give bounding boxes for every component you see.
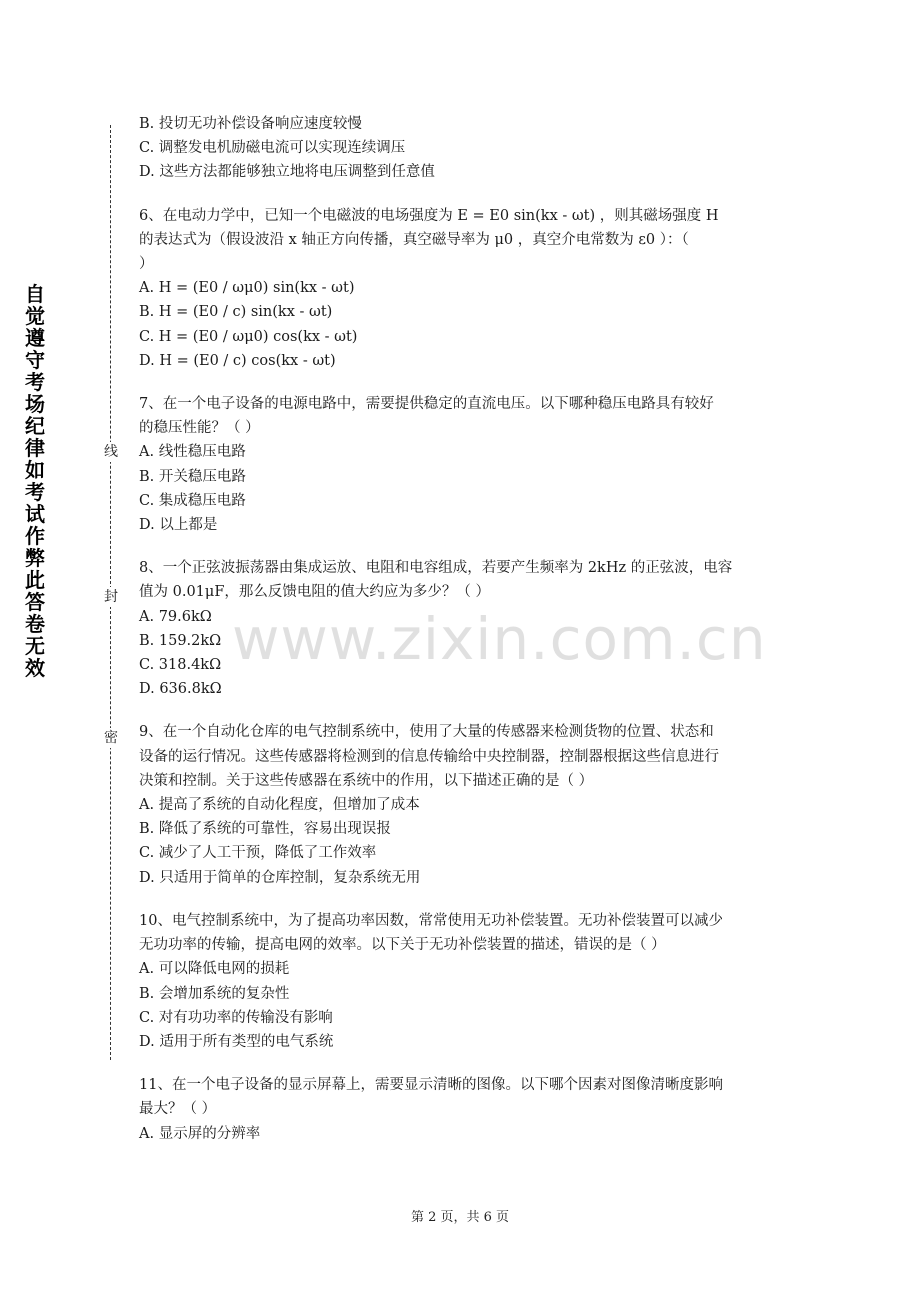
page-footer: 第 2 页，共 6 页 [410, 1210, 510, 1225]
option-line: D. 适用于所有类型的电气系统 [139, 1033, 334, 1050]
question-6 [139, 204, 789, 373]
option-line: C. 调整发电机励磁电流可以实现连续调压 [139, 140, 406, 157]
question-stem: 10、电气控制系统中，为了提高功率因数，常常使用无功补偿装置。无功补偿装置可以减少 [139, 912, 723, 929]
question-stem: 无功功率的传输，提高电网的效率。以下关于无功补偿装置的描述，错误的是（ ） [139, 937, 666, 954]
question-stem: 11、在一个电子设备的显示屏幕上，需要显示清晰的图像。以下哪个因素对图像清晰度影响 [139, 1077, 723, 1094]
exam-discipline-warning: 自觉遵守考场纪律如考试作弊此答卷无效 [25, 282, 45, 680]
prev-question-options [139, 112, 789, 185]
option-line: D. 636.8kΩ [139, 681, 222, 698]
question-stem: 6、在电动力学中，已知一个电磁波的电场强度为 E = E0 sin(kx - ωt) ，则其磁场强度 H [139, 207, 719, 224]
option-line: A. 提高了系统的自动化程度，但增加了成本 [139, 797, 420, 814]
question-stem: 9、在一个自动化仓库的电气控制系统中，使用了大量的传感器来检测货物的位置、状态和 [139, 724, 714, 741]
question-stem: 设备的运行情况。这些传感器将检测到的信息传输给中央控制器，控制器根据这些信息进行 [139, 748, 719, 765]
question-7 [139, 392, 789, 537]
option-line: D. 以上都是 [139, 517, 218, 534]
option-line: C. 减少了人工干预，降低了工作效率 [139, 845, 377, 862]
question-stem: 7、在一个电子设备的电源电路中，需要提供稳定的直流电压。以下哪种稳压电路具有较好 [139, 396, 714, 413]
cut-mark-line: 线 [104, 444, 118, 460]
option-line: A. 可以降低电网的损耗 [139, 961, 290, 978]
option-line: D. 只适用于简单的仓库控制，复杂系统无用 [139, 869, 421, 886]
option-line: B. H = (E0 / c) sin(kx - ωt) [139, 304, 333, 321]
option-line: B. 降低了系统的可靠性，容易出现误报 [139, 821, 391, 838]
option-line: D. H = (E0 / c) cos(kx - ωt) [139, 352, 336, 369]
question-11 [139, 1073, 789, 1146]
option-line: A. 线性稳压电路 [139, 444, 246, 461]
question-stem: 决策和控制。关于这些传感器在系统中的作用，以下描述正确的是（ ） [139, 772, 594, 789]
exam-content [139, 112, 789, 1146]
option-line: B. 159.2kΩ [139, 632, 222, 649]
option-line: A. 显示屏的分辨率 [139, 1125, 261, 1142]
option-line: C. 318.4kΩ [139, 657, 222, 674]
question-9 [139, 720, 789, 889]
option-line: A. H = (E0 / ωμ0) sin(kx - ωt) [139, 280, 355, 297]
cut-mark-secret: 密 [104, 730, 118, 746]
question-stem: ） [139, 256, 154, 273]
option-line: B. 投切无功补偿设备响应速度较慢 [139, 116, 362, 132]
question-stem: 最大？（ ） [139, 1101, 217, 1118]
question-8 [139, 556, 789, 701]
question-stem: 的表达式为（假设波沿 x 轴正方向传播，真空磁导率为 μ0 ，真空介电常数为 ε0 ）：（ [139, 231, 689, 248]
option-line: C. 集成稳压电路 [139, 492, 246, 509]
question-stem: 的稳压性能？（ ） [139, 420, 260, 437]
question-stem: 值为 0.01μF，那么反馈电阻的值大约应为多少？（ ） [139, 584, 490, 601]
watermark: www.zixin.com.cn [232, 605, 767, 673]
option-line: B. 会增加系统的复杂性 [139, 985, 290, 1002]
option-line: B. 开关稳压电路 [139, 468, 246, 485]
question-10 [139, 909, 789, 1054]
cut-mark-seal: 封 [104, 589, 118, 605]
option-line: C. H = (E0 / ωμ0) cos(kx - ωt) [139, 328, 358, 345]
option-line: D. 这些方法都能够独立地将电压调整到任意值 [139, 164, 435, 181]
option-line: C. 对有功功率的传输没有影响 [139, 1009, 333, 1026]
option-line: A. 79.6kΩ [139, 608, 212, 625]
question-stem: 8、一个正弦波振荡器由集成运放、电阻和电容组成，若要产生频率为 2kHz 的正弦波，电容 [139, 560, 733, 577]
